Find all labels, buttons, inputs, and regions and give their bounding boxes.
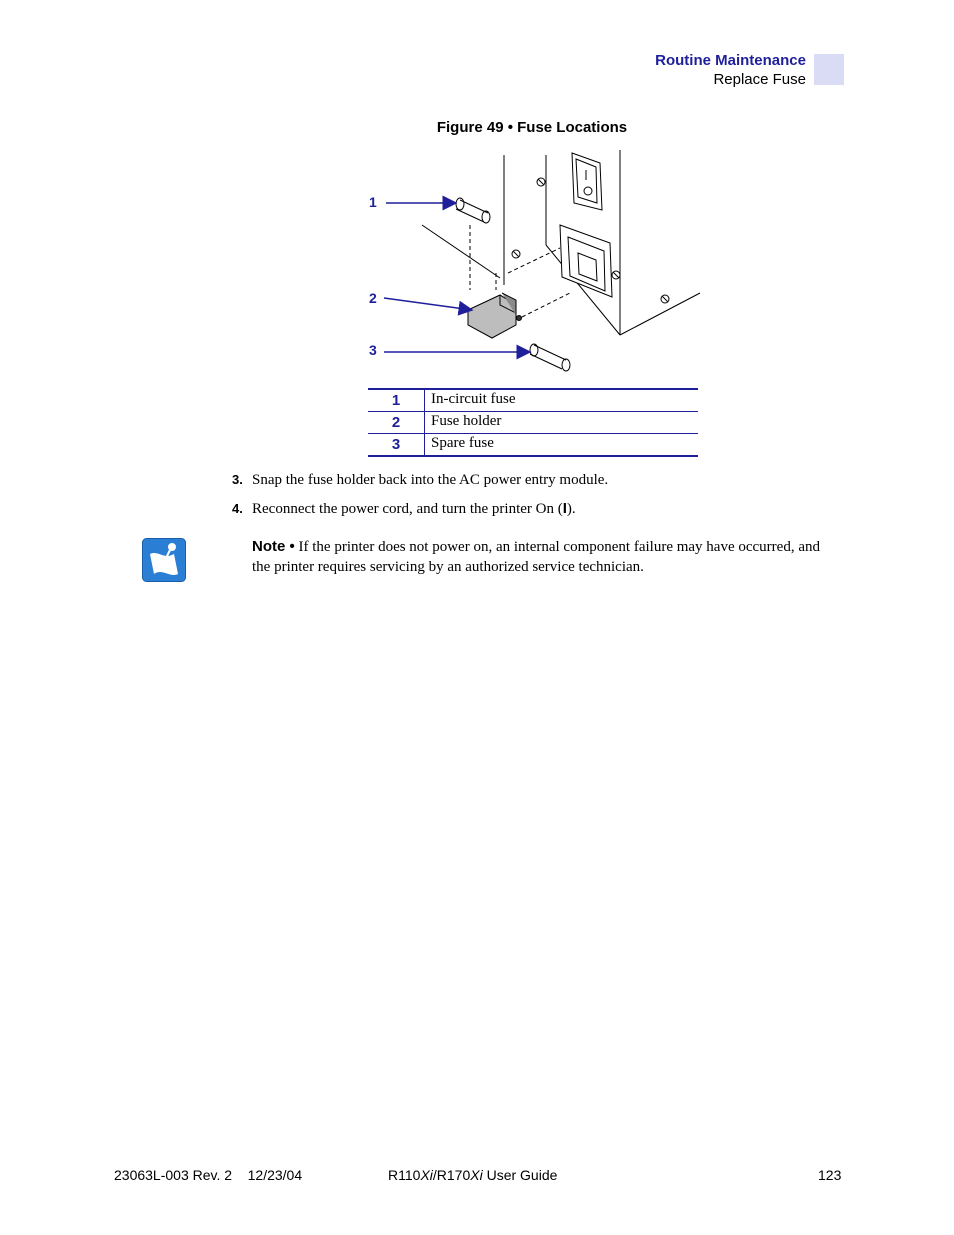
title-part: Xi xyxy=(470,1167,483,1183)
doc-number: 23063L-003 Rev. 2 xyxy=(114,1167,233,1183)
power-on-symbol: I xyxy=(562,500,567,517)
note-label: Note • xyxy=(252,538,295,555)
legend-row xyxy=(368,412,698,434)
callout-1: 1 xyxy=(369,194,377,210)
running-header-subsection: Replace Fuse xyxy=(713,71,806,88)
step-number: 3. xyxy=(232,472,243,487)
figure-caption: Figure 49 • Fuse Locations xyxy=(436,119,628,136)
step-text: Reconnect the power cord, and turn the printer On ( xyxy=(252,501,563,517)
title-part: /R170 xyxy=(432,1167,471,1183)
note-icon xyxy=(142,538,186,582)
figure-legend-table xyxy=(368,388,698,457)
legend-row xyxy=(368,434,698,455)
running-header-section: Routine Maintenance xyxy=(655,52,806,69)
step-4 xyxy=(232,500,576,518)
header-tab-marker xyxy=(814,54,844,85)
title-part: User Guide xyxy=(482,1167,558,1183)
page-number: 123 xyxy=(818,1167,842,1183)
note-body: If the printer does not power on, an internal component failure may have occurred, and the printer requires servicing by an authorized service technician. xyxy=(252,539,820,575)
legend-number: 2 xyxy=(368,412,425,433)
step-text-end: ). xyxy=(566,501,576,517)
legend-number: 1 xyxy=(368,390,425,411)
legend-text: Fuse holder xyxy=(431,413,502,429)
legend-number: 3 xyxy=(368,434,425,455)
step-3 xyxy=(232,472,608,489)
legend-text: Spare fuse xyxy=(431,435,494,451)
title-part: R110 xyxy=(388,1167,421,1183)
fuse-locations-illustration xyxy=(360,145,705,380)
footer-guide-title xyxy=(388,1167,557,1183)
legend-text: In-circuit fuse xyxy=(431,391,516,407)
doc-date: 12/23/04 xyxy=(247,1167,303,1183)
note-paragraph xyxy=(252,537,842,577)
step-number: 4. xyxy=(232,501,243,516)
callout-2: 2 xyxy=(369,290,377,306)
step-text: Snap the fuse holder back into the AC power entry module. xyxy=(252,472,609,488)
title-part: Xi xyxy=(420,1167,433,1183)
legend-row xyxy=(368,390,698,412)
footer-doc-number xyxy=(114,1167,302,1183)
callout-3: 3 xyxy=(369,342,377,358)
